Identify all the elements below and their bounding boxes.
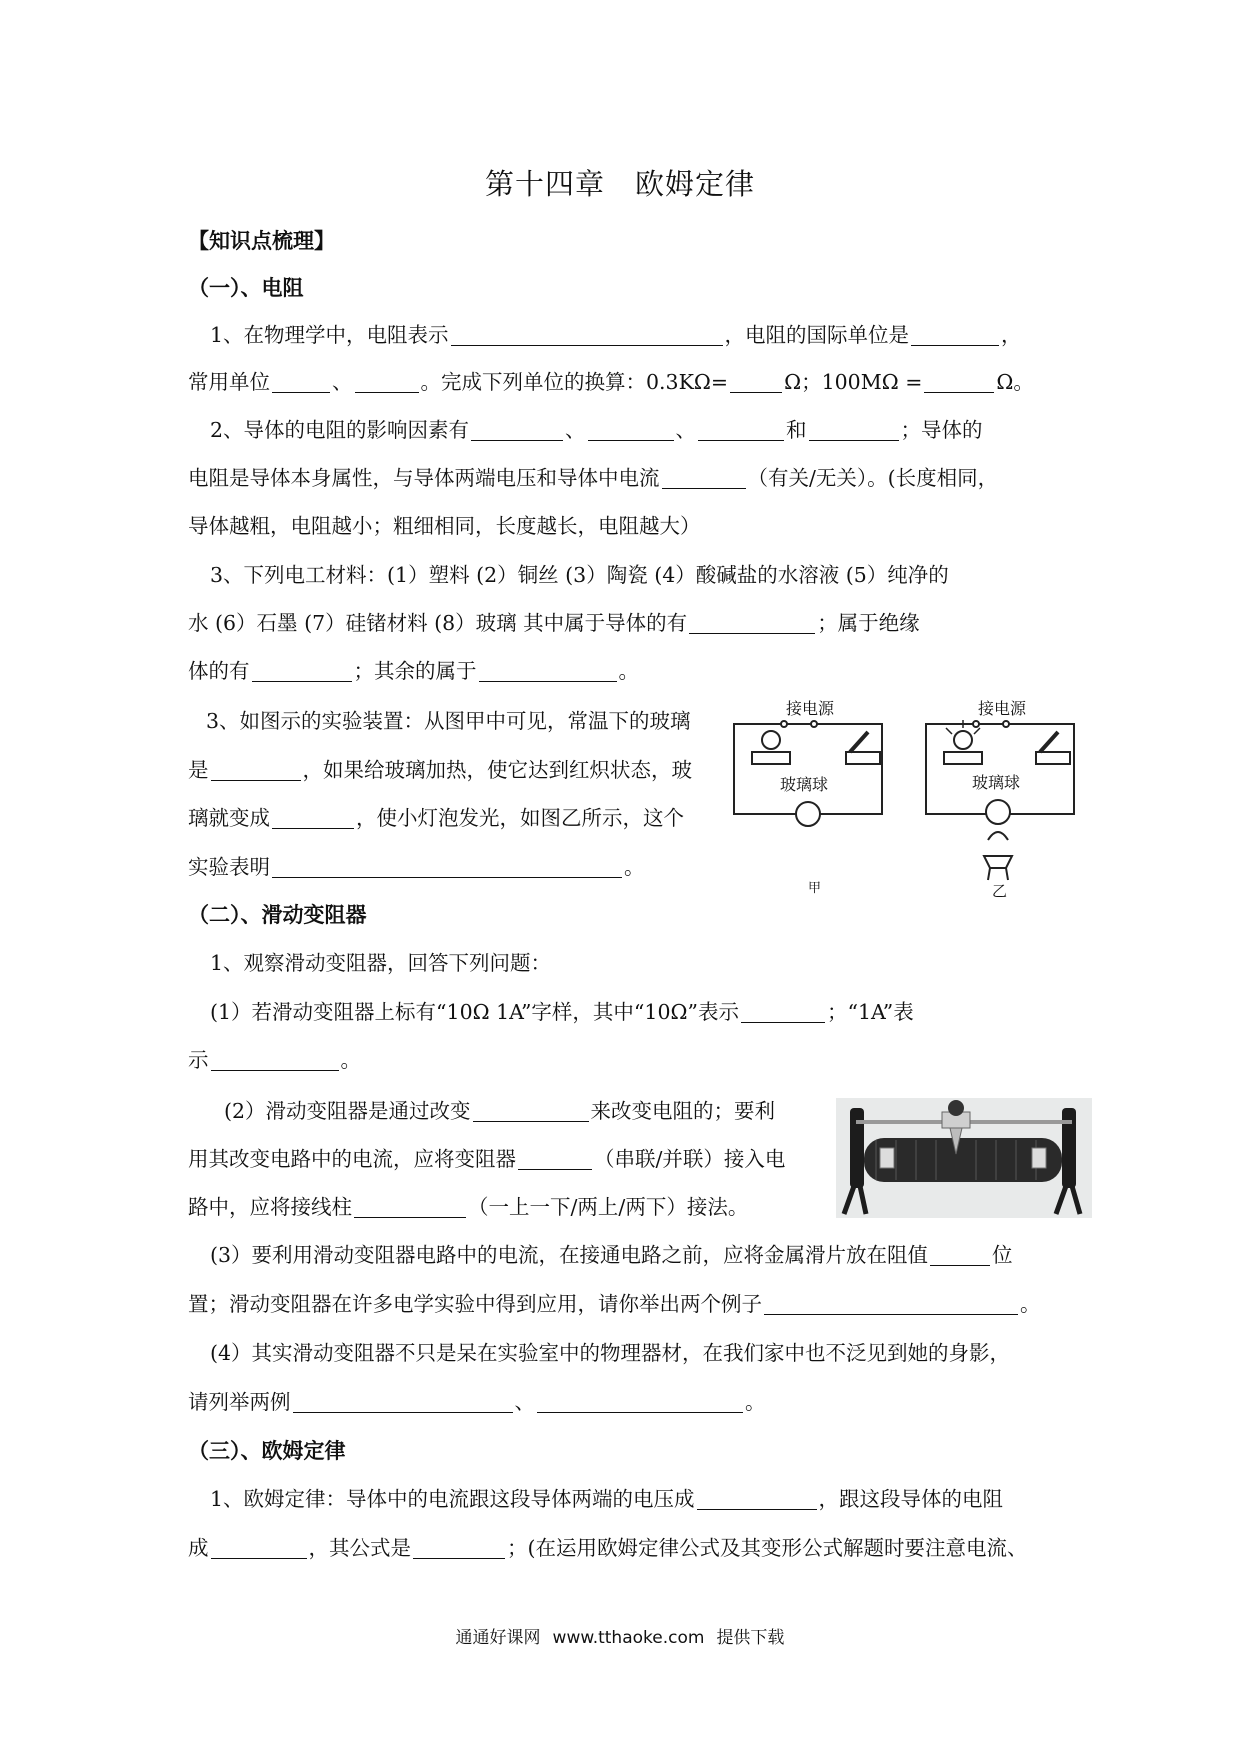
blank[interactable] [272,855,622,878]
blank[interactable] [689,611,815,634]
power-label-a [786,699,835,718]
svg-text:接电源: 接电源 [978,699,1027,718]
rheostat-image [836,1098,1092,1218]
footer-url[interactable]: www.tthaoke.com [552,1628,705,1648]
glass-label-b: 玻璃球 [972,773,1021,792]
resistance-q4-line2: 是 ，如果给玻璃加热，使它达到红炽状态，玻 [188,758,692,782]
ohm-q1-line1: 1、欧姆定律：导体中的电流跟这段导体两端的电压成 ，跟这段导体的电阻 [210,1487,1004,1511]
blank[interactable] [730,370,782,393]
rheostat-p1-line1: (1）若滑动变阻器上标有“10Ω 1A”字样，其中“10Ω”表示 ；“1A”表 [210,1000,914,1024]
power-label-b [978,699,1027,718]
blank[interactable] [537,1390,743,1413]
figure-caption-a: 甲 [808,881,822,896]
rheostat-p4-line1: (4）其实滑动变阻器不只是呆在实验室中的物理器材，在我们家中也不泛见到她的身影， [210,1341,1011,1365]
resistance-q1-line2: 常用单位 、 。完成下列单位的换算：0.3KΩ= Ω；100MΩ = Ω。 [188,370,1034,394]
blank[interactable] [698,418,784,441]
title-topic: 欧姆定律 [635,167,756,201]
figure-caption-b: 乙 [992,882,1008,900]
resistance-q2-line1: 2、导体的电阻的影响因素有 、 、 和 ；导体的 [210,418,983,442]
knowledge-heading: 【知识点梳理】 [188,229,335,253]
ohm-q1-line2: 成 ，其公式是 ；(在运用欧姆定律公式及其变形公式解题时要注意电流、 [188,1536,1028,1560]
glass-label-a: 玻璃球 [780,775,829,794]
blank[interactable] [471,418,563,441]
blank[interactable] [354,1195,466,1218]
blank[interactable] [272,370,330,393]
blank[interactable] [252,659,352,682]
section-rheostat-heading: （二）、滑动变阻器 [188,903,367,927]
resistance-q1-line1: 1、在物理学中，电阻表示 ，电阻的国际单位是 ， [210,323,1022,347]
blank[interactable] [697,1487,817,1510]
footer-site: 通通好课网 [455,1628,541,1648]
blank[interactable] [355,370,419,393]
footer-action: 提供下载 [716,1628,785,1648]
blank[interactable] [741,1000,825,1023]
blank[interactable] [451,323,723,346]
resistance-q4-line4: 实验表明 。 [188,855,645,879]
rheostat-p2-line1: (2）滑动变阻器是通过改变 来改变电阻的；要利 [224,1099,776,1123]
blank[interactable] [211,1048,339,1071]
blank[interactable] [588,418,674,441]
rheostat-q1: 1、观察滑动变阻器，回答下列问题： [210,951,552,975]
rheostat-p3-line2: 置；滑动变阻器在许多电学实验中得到应用，请你举出两个例子 。 [188,1292,1041,1316]
blank[interactable] [293,1390,513,1413]
resistance-q3-line3: 体的有 ；其余的属于 。 [188,659,639,683]
rheostat-p3-line1: (3）要利用滑动变阻器电路中的电流，在接通电路之前，应将金属滑片放在阻值 位 [210,1243,1013,1267]
rheostat-p2-line2: 用其改变电路中的电流，应将变阻器 （串联/并联）接入电 [188,1147,786,1171]
blank[interactable] [911,323,999,346]
blank[interactable] [473,1099,589,1122]
blank[interactable] [479,659,617,682]
blank[interactable] [924,370,994,393]
blank[interactable] [211,1536,307,1559]
blank[interactable] [764,1292,1018,1315]
resistance-q4-line3: 璃就变成 ，使小灯泡发光，如图乙所示，这个 [188,806,684,830]
blank[interactable] [662,466,746,489]
resistance-q3-line1: 3、下列电工材料：(1）塑料 (2）铜丝 (3）陶瓷 (4）酸碱盐的水溶液 (5）纯净的 [210,563,949,587]
resistance-q3-line2: 水 (6）石墨 (7）硅锗材料 (8）玻璃 其中属于导体的有 ；属于绝缘 [188,611,920,635]
blank[interactable] [413,1536,505,1559]
blank[interactable] [809,418,899,441]
resistance-q2-line3: 导体越粗，电阻越小；粗细相同，长度越长，电阻越大） [188,514,701,538]
resistance-q2-line2: 电阻是导体本身属性，与导体两端电压和导体中电流 （有关/无关）。(长度相同， [188,466,999,490]
glass-experiment-figure [726,690,1086,900]
blank[interactable] [518,1147,592,1170]
svg-text:接电源: 接电源 [786,699,835,718]
rheostat-p2-line3: 路中，应将接线柱 （一上一下/两上/两下）接法。 [188,1195,749,1219]
rheostat-p1-line2: 示 。 [188,1048,361,1072]
title-chapter: 第十四章 [484,167,605,201]
page-footer [0,1623,1240,1648]
blank[interactable] [930,1243,990,1266]
resistance-q4-line1: 3、如图示的实验装置：从图甲中可见，常温下的玻璃 [206,709,691,733]
blank[interactable] [211,758,301,781]
blank[interactable] [272,806,354,829]
rheostat-p4-line2: 请列举两例 、 。 [188,1390,766,1414]
page-title [0,162,1240,203]
section-resistance-heading: （一）、电阻 [188,276,304,300]
section-ohm-heading: （三）、欧姆定律 [188,1439,346,1463]
